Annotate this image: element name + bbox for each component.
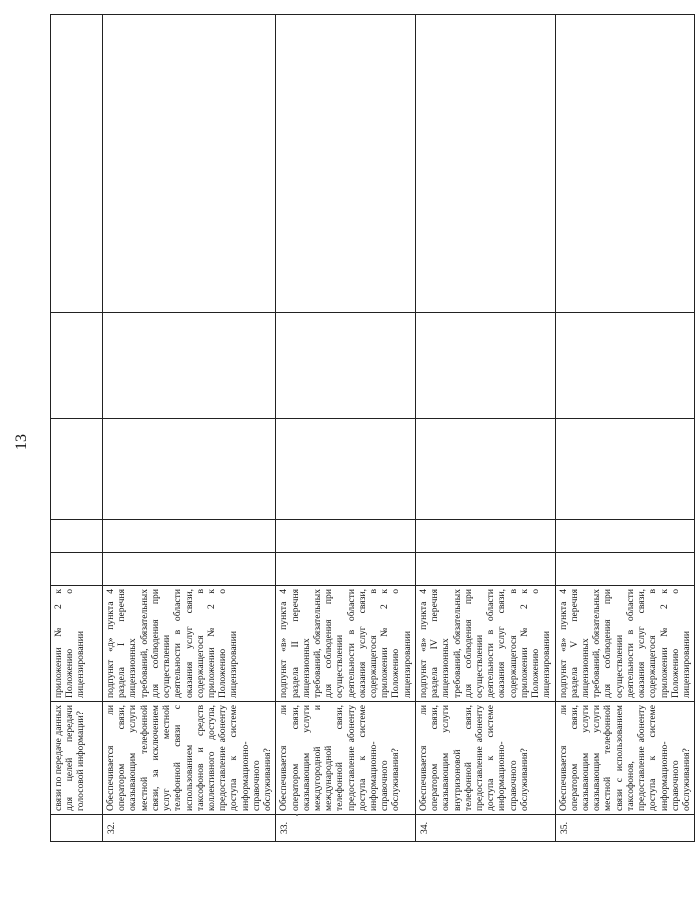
answer-yes-cell — [51, 553, 103, 586]
notes-cell — [276, 313, 416, 419]
question-cell: связи по передаче данных для целей передачи голосовой информации? — [51, 702, 103, 815]
answer-yes-cell — [415, 553, 555, 586]
table-row — [276, 15, 416, 842]
scan-dot — [296, 814, 298, 816]
not-applicable-cell — [51, 419, 103, 520]
answer-no-cell — [415, 520, 555, 553]
notes-cell — [555, 313, 695, 419]
notes-cell — [51, 313, 103, 419]
not-applicable-cell — [555, 419, 695, 520]
basis-cell: приложении № 2 к Положению о лицензировании — [51, 586, 103, 702]
row-number: 34. — [415, 815, 555, 842]
basis-cell: подпункт «в» пункта 4 раздела IV перечня лицензионных требований, обязательных для соблюдения при осуществлении деятельности в области оказания услуг связи, содержащегося в приложении № 2 к Положению о лицензировании — [415, 586, 555, 702]
table-row — [415, 15, 555, 842]
not-applicable-cell — [415, 419, 555, 520]
row-number: 33. — [276, 815, 416, 842]
answer-yes-cell — [276, 553, 416, 586]
answer-yes-cell — [103, 553, 276, 586]
continuation-row — [51, 15, 103, 842]
table-row — [103, 15, 276, 842]
table-row — [555, 15, 695, 842]
answer-no-cell — [555, 520, 695, 553]
question-cell: Обеспечивается ли оператором связи, оказывающим услуги оказывающим услуги местной телефонной связи с использованием таксофонов, предоставление абоненту доступа к системе информационно-справочного обслуживания? — [555, 702, 695, 815]
notes-cell — [103, 313, 276, 419]
row-number: 35. — [555, 815, 695, 842]
remarks-cell — [103, 15, 276, 313]
remarks-cell — [415, 15, 555, 313]
basis-cell: подпункт «в» пункта 4 раздела V перечня лицензионных требований, обязательных для соблюдения при осуществлении деятельности в области оказания услуг связи, содержащегося в приложении № 2 к Положению о лицензировании — [555, 586, 695, 702]
rotated-table-frame — [50, 15, 692, 842]
not-applicable-cell — [276, 419, 416, 520]
remarks-cell — [276, 15, 416, 313]
remarks-cell — [555, 15, 695, 313]
notes-cell — [415, 313, 555, 419]
answer-no-cell — [51, 520, 103, 553]
not-applicable-cell — [103, 419, 276, 520]
answer-no-cell — [276, 520, 416, 553]
answer-yes-cell — [555, 553, 695, 586]
question-cell: Обеспечивается ли оператором связи, оказывающим услуги междугородной и международной телефонной связи, предоставление абоненту доступа к системе информационно-справочного обслуживания? — [276, 702, 416, 815]
basis-cell: подпункт «в» пункта 4 раздела II перечня лицензионных требований, обязательных для соблюдения при осуществлении деятельности в области оказания услуг связи, содержащегося в приложении № 2 к Положению о лицензировании — [276, 586, 416, 702]
answer-no-cell — [103, 520, 276, 553]
checklist-table — [50, 14, 695, 842]
rotated-table-area — [50, 15, 692, 842]
row-number: 32. — [103, 815, 276, 842]
basis-cell: подпункт «д» пункта 4 раздела I перечня лицензионных требований, обязательных для соблюдения при осуществлении деятельности в области оказания услуг связи, содержащегося в приложении № 2 к Положению о лицензировании — [103, 586, 276, 702]
page-number: 13 — [13, 434, 30, 450]
remarks-cell — [51, 15, 103, 313]
number-cell — [51, 815, 103, 842]
question-cell: Обеспечивается ли оператором связи, оказывающим услуги внутризоновой телефонной связи, предоставление абоненту доступа к системе информационно-справочного обслуживания? — [415, 702, 555, 815]
question-cell: Обеспечивается ли оператором связи, оказывающим услуги местной телефонной связи, за исключением услуг местной телефонной связи с использованием таксофонов и средств коллективного доступа, предоставление абоненту доступа к системе информационно-справочного обслуживания? — [103, 702, 276, 815]
